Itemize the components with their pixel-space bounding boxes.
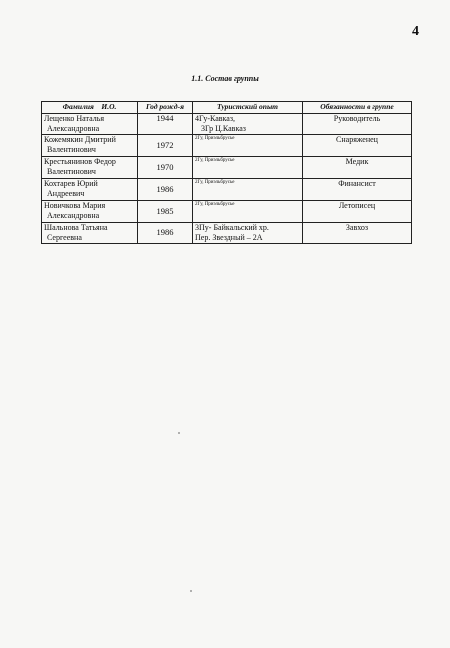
page-number: 4 [412,24,419,39]
member-surname-firstname: Новичкова Мария [44,201,106,210]
table-header-row [42,102,412,114]
member-patronymic: Валентинович [47,144,96,154]
scan-speck [190,590,192,592]
table-row [42,179,412,201]
experience-line-1: 2Гу, Приэльбрусье [195,158,235,163]
table-row [42,135,412,157]
birth-year: 1970 [138,157,193,179]
header-duties: Обязанности в группе [303,102,412,114]
member-patronymic: Александровна [47,210,100,220]
header-year: Год рожд-я [138,102,193,114]
experience-cell [193,223,303,244]
duty-cell: Медик [303,157,412,179]
experience-line-1: 2Гу, Приэльбрусье [195,136,235,141]
member-surname-firstname: Шальнова Татьяна [44,223,108,232]
experience-line-1: 3Пу- Байкальский хр. [195,223,269,232]
group-composition-table [41,101,412,244]
member-name-cell [42,114,138,135]
member-patronymic: Андреевич [47,188,85,198]
member-name-cell [42,157,138,179]
table-row [42,223,412,244]
birth-year: 1986 [138,179,193,201]
member-surname-firstname: Лещенко Наталья [44,114,105,123]
experience-line-1: 2Гу, Приэльбрусье [195,180,235,185]
experience-cell [193,157,303,179]
experience-cell [193,201,303,223]
header-name: Фамилия И.О. [42,102,138,114]
member-patronymic: Александровна [47,123,100,133]
member-name-cell [42,201,138,223]
birth-year: 1985 [138,201,193,223]
experience-line-1: 2Гу, Приэльбрусье [195,202,235,207]
birth-year: 1986 [138,223,193,244]
section-title: 1.1. Состав группы [191,74,259,83]
member-surname-firstname: Кохтарев Юрий [44,179,98,188]
experience-line-1: 4Гу-Кавказ, [195,114,236,123]
experience-cell [193,114,303,135]
duty-cell: Завхоз [303,223,412,244]
birth-year: 1972 [138,135,193,157]
experience-cell [193,135,303,157]
table-row [42,157,412,179]
table-row [42,201,412,223]
member-surname-firstname: Крестьянинов Федор [44,157,116,166]
member-patronymic: Сергеевна [47,232,82,242]
member-name-cell [42,135,138,157]
member-patronymic: Валентинович [47,166,96,176]
header-experience: Туристский опыт [193,102,303,114]
duty-cell: Руководитель [303,114,412,135]
member-name-cell [42,223,138,244]
member-name-cell [42,179,138,201]
duty-cell: Финансист [303,179,412,201]
table-row [42,114,412,135]
scan-speck [178,432,180,434]
experience-line-2: Пер. Звездный – 2А [195,232,263,242]
duty-cell: Снаряженец [303,135,412,157]
birth-year: 1944 [138,114,193,135]
experience-cell [193,179,303,201]
experience-line-2: 3Гр Ц.Кавказ [201,123,246,133]
duty-cell: Летописец [303,201,412,223]
member-surname-firstname: Кожемякин Дмитрий [44,135,116,144]
